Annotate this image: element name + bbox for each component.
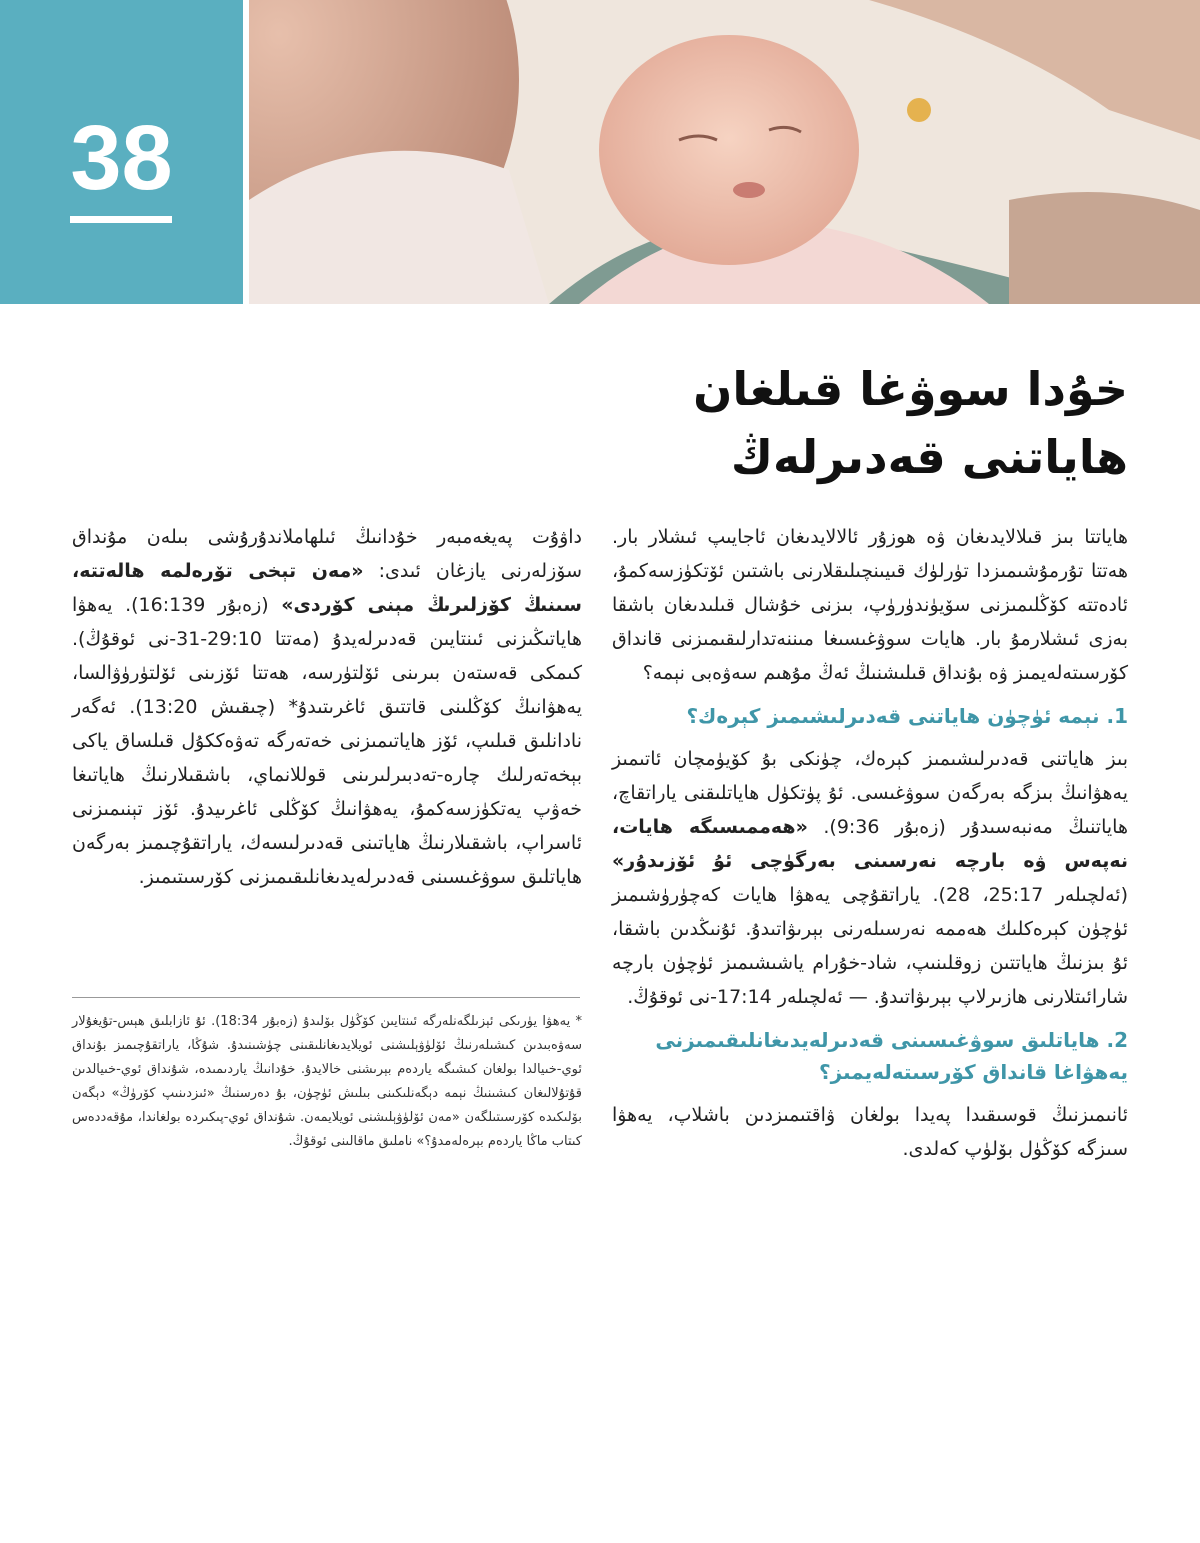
question-1: 1. نېمە ئۈچۈن ھاياتنى قەدىرلىشىمىز كېرەك؟ <box>686 704 1128 728</box>
left-column <box>72 520 582 894</box>
answer-1-text-b: (ئەلچىلەر 25:17، 28). ياراتقۇچى يەھۋا ھايات كەچۈرۈشىمىز ئۈچۈن كېرەكلىك ھەممە نەرسىلەرنى بېرىۋاتىدۇ. ئۇنىڭدىن باشقا، ئۇ بىزنىڭ ھاياتتىن زوقلىنىپ، شاد-خۇرام ياشىشىمىز ئۈچۈن بارچە شارائىتلارنى ھازىرلاپ بېرىۋاتىدۇ. — ئەلچىلەر 17:14-نى ئوقۇڭ. <box>612 884 1129 1008</box>
footnote: * يەھۋا يۈرىكى ئېزىلگەنلەرگە ئىنتايىن كۆڭۈل بۆلىدۇ (زەبۇر 18:34). ئۇ ئازابلىق ھېس-تۇيغۇلار سەۋەبىدىن كىشىلەرنىڭ ئۆلۈۋېلىشنى ئويلايدىغانلىقىنى چۈشىنىدۇ. شۇڭا، ياراتقۇچىمىز بۇنداق ئوي-خىيالدا بولغان كىشىگە ياردەم بېرىشنى خالايدۇ. خۇدانىڭ ياردىمىدە، شۇنداق ئوي-خىيالدىن قۇتۇلالىغان كىشىنىڭ نېمە دېگەنلىكىنى بىلىش ئۈچۈن، بۇ دەرسنىڭ «ئىزدىنىپ كۆرۈڭ» دېگەن بۆلىكىدە كۆرسىتىلگەن «مەن ئۆلۈۋېلىشنى ئويلايمەن. شۇنداق ئوي-پىكىردە بولغاندا، مۇقەددەس كىتاب ماڭا ياردەم بېرەلەمدۇ؟» ناملىق ماقالىنى ئوقۇڭ. <box>72 1014 582 1149</box>
right-column <box>612 520 1128 1166</box>
article-title <box>528 355 1128 491</box>
answer-1-text-a: بىز ھاياتنى قەدىرلىشىمىز كېرەك، چۈنكى بۇ كۆيۈمچان ئاتىمىز يەھۋانىڭ بىزگە بەرگەن سوۋغىسى. ئۇ پۈتكۈل ھاياتلىقنى ياراتقاچ، ھاياتنىڭ مەنبەسىدۇر (زەبۇر 9:36). <box>612 748 1128 838</box>
left-quote: «مەن تېخى تۆرەلمە ھالەتتە، سىنىڭ كۆزلىرىڭ مېنى كۆردى» <box>72 560 582 616</box>
title-line-2: ھاياتنى قەدىرلەڭ <box>730 430 1128 484</box>
answer-1-quote: «ھەممىسىگە ھايات، نەپەس ۋە بارچە نەرسىنى بەرگۈچى ئۇ ئۆزىدۇر» <box>612 816 1128 872</box>
left-text-a: داۋۇت پەيغەمبەر خۇدانىڭ ئىلھاملاندۇرۇشى بىلەن مۇنداق سۆزلەرنى يازغان ئىدى: <box>72 526 582 582</box>
question-2: 2. ھاياتلىق سوۋغىسىنى قەدىرلەيدىغانلىقىمىزنى يەھۋاغا قانداق كۆرسىتەلەيمىز؟ <box>655 1028 1128 1084</box>
answer-2-paragraph: ئانىمىزنىڭ قوسىقىدا پەيدا بولغان ۋاقتىمىزدىن باشلاپ، يەھۋا سىزگە كۆڭۈل بۆلۈپ كەلدى. <box>612 1104 1128 1160</box>
answer-1-paragraph <box>612 742 1128 1014</box>
title-line-1: خۇدا سوۋغا قىلغان <box>693 362 1128 416</box>
page-number-box <box>0 0 243 304</box>
intro-paragraph: ھاياتتا بىز قىلالايدىغان ۋە ھوزۇر ئالالايدىغان ئاجايىپ ئىشلار بار. ھەتتا تۇرمۇشىمىزدا تۈرلۈك قىيىنچىلىقلارنى باشتىن ئۆتكۈزسەكمۇ، ئادەتتە كۆڭلىمىزنى سۆيۈندۈرۈپ، بىزنى خۇشال قىلىدىغان باشقا بەزى ئىشلارمۇ بار. ھايات سوۋغىسىغا مىننەتدارلىقىمىزنى قانداق كۆرسىتەلەيمىز ۋە بۇنداق قىلىشنىڭ ئەڭ مۇھىم سەۋەبى نېمە؟ <box>612 526 1128 684</box>
page-number: 38 <box>70 107 173 209</box>
photo-illustration <box>249 0 1200 304</box>
footnote-divider <box>72 997 580 998</box>
mother-holding-newborn-photo <box>249 0 1200 304</box>
left-text-b: (زەبۇر 16:139). يەھۋا ھاياتىڭىزنى ئىنتايىن قەدىرلەيدۇ (مەتتا 29:10-31-نى ئوقۇڭ). كىمكى قەستەن بىرىنى ئۆلتۈرسە، ھەتتا ئۆزىنى ئۆلتۈرۈۋالسا، يەھۋانىڭ كۆڭلىنى قاتتىق ئاغرىتىدۇ* (چىقىش 13:20). ئەگەر نادانلىق قىلىپ، ئۆز ھاياتىمىزنى خەتەرگە تەۋەككۇل قىلساق ياكى بېخەتەرلىك چارە-تەدبىرلىرىنى قوللانماي، باشقىلارنىڭ ھاياتىغا خەۋپ يەتكۈزسەكمۇ، يەھۋانىڭ كۆڭلى ئاغرىيدۇ. ئۆز تېنىمىزنى ئاسراپ، باشقىلارنىڭ ھاياتىنى قەدىرلىسەك، ياراتقۇچىمىز بەرگەن ھاياتلىق سوۋغىسىنى قەدىرلەيدىغانلىقىمىزنى كۆرسىتىمىز. <box>72 594 583 888</box>
left-paragraph <box>72 520 582 894</box>
hero-banner <box>0 0 1200 304</box>
page-number-underline <box>70 216 172 223</box>
